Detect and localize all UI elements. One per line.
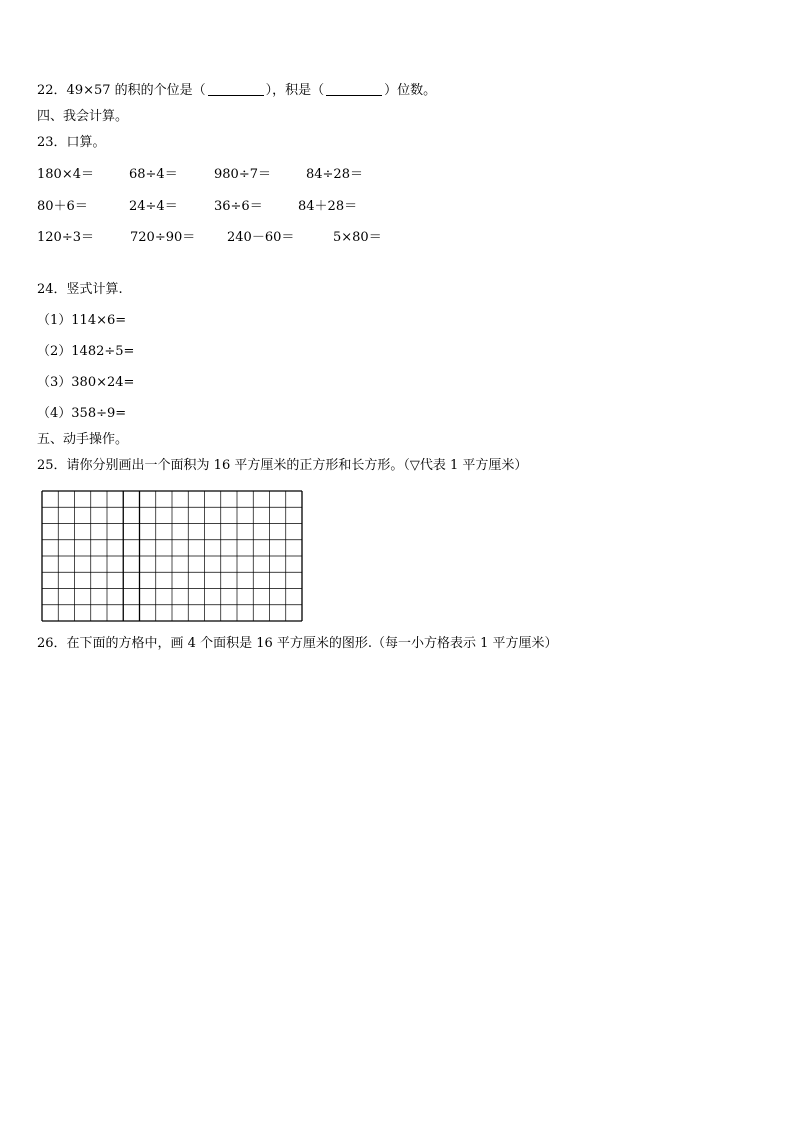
square-grid[interactable] — [41, 490, 305, 622]
calc-item: 5×80＝ — [333, 230, 382, 245]
calc-item: 120÷3＝ — [37, 230, 94, 245]
calc-item: 68÷4＝ — [129, 167, 178, 182]
question-26: 26．在下面的方格中，画 4 个面积是 16 平方厘米的图形.（每一小方格表示 1 平方厘米） — [37, 636, 558, 651]
q22-text-a: 22．49×57 的积的个位是（ — [37, 83, 206, 98]
calc-item: 84÷28＝ — [306, 167, 363, 182]
question-22 — [37, 83, 436, 99]
calc-item: 240－60＝ — [227, 230, 295, 245]
calc-item: 980÷7＝ — [214, 167, 271, 182]
section-4-heading: 四、我会计算。 — [37, 109, 129, 124]
calc-item: 84＋28＝ — [298, 199, 358, 214]
question-25: 25．请你分别画出一个面积为 16 平方厘米的正方形和长方形。（▽代表 1 平方厘米） — [37, 458, 528, 473]
q24-item-1: （1）114×6= — [37, 313, 127, 328]
q24-item-4: （4）358÷9= — [37, 406, 127, 421]
calc-item: 36÷6＝ — [214, 199, 263, 214]
q24-item-3: （3）380×24= — [37, 375, 135, 390]
calc-item: 24÷4＝ — [129, 199, 178, 214]
q22-text-b: ），积是（ — [265, 83, 325, 98]
q24-item-2: （2）1482÷5= — [37, 344, 135, 359]
question-24-title: 24．竖式计算. — [37, 282, 123, 297]
calc-item: 80＋6＝ — [37, 199, 88, 214]
calc-item: 180×4＝ — [37, 167, 94, 182]
answer-blank-2[interactable] — [326, 83, 382, 96]
answer-blank-1[interactable] — [208, 83, 264, 96]
section-5-heading: 五、动手操作。 — [37, 432, 129, 447]
calc-item: 720÷90＝ — [130, 230, 196, 245]
q22-text-c: ）位数。 — [384, 83, 437, 98]
question-23-title: 23．口算。 — [37, 135, 106, 150]
